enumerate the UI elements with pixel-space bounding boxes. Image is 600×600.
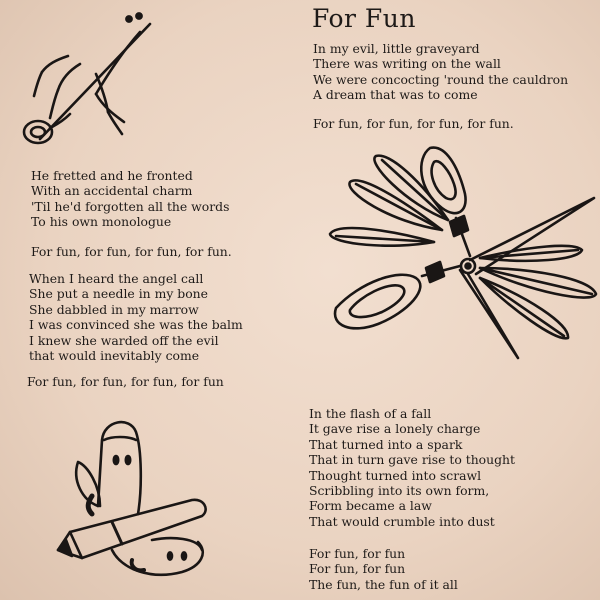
- poem-line: She put a needle in my bone: [29, 286, 208, 302]
- poem-line: that would inevitably come: [29, 348, 200, 364]
- refrain-2: [31, 244, 232, 259]
- poem-line: In my evil, little graveyard: [313, 41, 480, 56]
- poem-line: I was convinced she was the balm: [29, 317, 243, 333]
- poem-line: For fun, for fun, for fun, for fun.: [313, 116, 514, 131]
- poem-line: 'Til he'd forgotten all the words: [31, 198, 230, 214]
- poem-line: To his own monologue: [31, 214, 172, 230]
- stanza-4: [309, 406, 515, 529]
- poem-line: For fun, for fun: [309, 546, 406, 561]
- poem-line: For fun, for fun: [309, 561, 406, 577]
- poem-line: When I heard the angel call: [29, 271, 204, 286]
- poem-line: For fun, for fun, for fun, for fun: [27, 374, 224, 389]
- poem-line: She dabbled in my marrow: [29, 301, 199, 317]
- refrain-3: [27, 374, 224, 389]
- ink-doodle-icon: [12, 4, 162, 154]
- poem-line: That in turn gave rise to thought: [309, 452, 516, 468]
- stanza-2: [31, 168, 229, 230]
- poem-line: That turned into a spark: [309, 436, 463, 452]
- poem-line: A dream that was to come: [313, 87, 478, 103]
- poem-line: That would crumble into dust: [309, 513, 495, 529]
- poem-line: There was writing on the wall: [313, 56, 501, 72]
- poem-line: Form became a law: [309, 498, 432, 514]
- poem-title: For Fun: [312, 4, 416, 33]
- stanza-1: [313, 41, 568, 103]
- poem-line: Thought turned into scrawl: [309, 467, 482, 483]
- final-refrain: [309, 546, 458, 592]
- refrain-1: [313, 116, 514, 131]
- feathered-scissors-icon: [330, 138, 600, 378]
- poem-line: I knew she warded off the evil: [29, 332, 219, 348]
- poem-line: We were concocting 'round the cauldron: [313, 71, 569, 87]
- poem-line: In the flash of a fall: [309, 406, 432, 421]
- poem-line: He fretted and he fronted: [31, 168, 193, 183]
- poem-line: For fun, for fun, for fun, for fun.: [31, 244, 232, 259]
- poem-line: The fun, the fun of it all: [309, 576, 458, 592]
- crayon-figures-icon: [52, 410, 232, 585]
- poem-line: With an accidental charm: [31, 183, 193, 199]
- poem-line: Scribbling into its own form,: [309, 483, 490, 499]
- poem-line: It gave rise a lonely charge: [309, 421, 481, 437]
- stanza-3: [29, 271, 243, 363]
